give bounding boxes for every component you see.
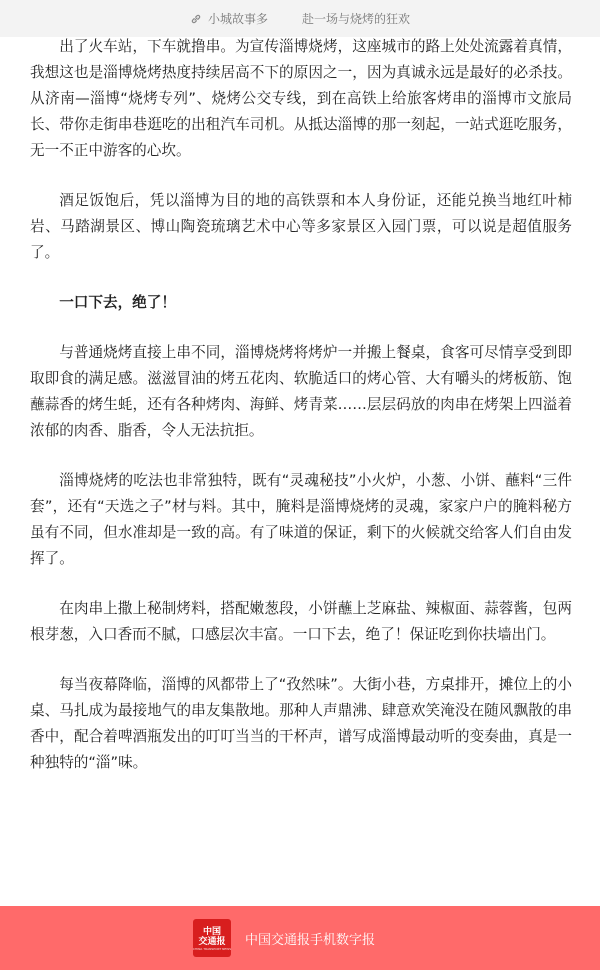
article-title: 赴一场与烧烤的狂欢 [302,12,411,26]
link-icon [190,13,202,25]
footer-title: 中国交通报手机数字报 [244,932,375,948]
logo-line-3: CHINA TRANSPORT NEWS [192,947,232,951]
footer-bar [0,906,600,970]
article-body [30,34,572,800]
article-paragraph: 与普通烧烤直接上串不同，淄博烧烤将烤炉一并搬上餐桌，食客可尽情享受到即取即食的满足感。滋滋冒油的烤五花肉、软脆适口的烤心管、大有嚼头的烤板筋、饱蘸蒜香的烤生蚝，还有各种烤肉、海鲜、烤青菜……层层码放的肉串在烤架上四溢着浓郁的肉香、脂香，令人无法抗拒。 [30,344,572,439]
article-subheading: 一口下去，绝了！ [59,294,176,311]
article-paragraph: 每当夜幕降临，淄博的风都带上了“孜然味”。大街小巷，方桌排开，摊位上的小桌、马扎成为最接地气的串友集散地。那种人声鼎沸、肆意欢笑淹没在随风飘散的串香中，配合着啤酒瓶发出的叮叮当当的干杯声，谱写成淄博最动听的变奏曲，真是一种独特的“淄”味。 [30,676,572,771]
logo-line-2: 交通报 [198,937,226,947]
article-paragraph: 在肉串上撒上秘制烤料，搭配嫩葱段，小饼蘸上芝麻盐、辣椒面、蒜蓉酱，包两根芽葱，入口香而不腻，口感层次丰富。一口下去，绝了！保证吃到你扶墙出门。 [30,600,572,643]
section-link[interactable]: 小城故事多 [207,12,268,26]
top-header-bar [0,0,600,37]
logo-line-1: 中国 [202,927,221,937]
breadcrumb [190,10,410,27]
footer-brand-link[interactable] [193,919,375,957]
article-paragraph: 淄博烧烤的吃法也非常独特，既有“灵魂秘技”小火炉，小葱、小饼、蘸料“三件套”，还有“天选之子”材与料。其中，腌料是淄博烧烤的灵魂，家家户户的腌料秘方虽有不同，但水准却是一致的高。有了味道的保证，剩下的火候就交给客人们自由发挥了。 [30,472,572,567]
article-paragraph: 酒足饭饱后，凭以淄博为目的地的高铁票和本人身份证，还能兑换当地红叶柿岩、马踏湖景区、博山陶瓷琉璃艺术中心等多家景区入园门票，可以说是超值服务了。 [30,192,572,261]
article-paragraph: 出了火车站，下车就撸串。为宣传淄博烧烤，这座城市的路上处处流露着真情，我想这也是淄博烧烤热度持续居高不下的原因之一，因为真诚永远是最好的必杀技。从济南—淄博“烧烤专列”、烧烤公交专线，到在高铁上给旅客烤串的淄博市文旅局长、带你走街串巷逛吃的出租汽车司机。从抵达淄博的那一刻起，一站式逛吃服务，无一不正中游客的心坎。 [30,38,572,159]
newspaper-logo [193,919,231,957]
